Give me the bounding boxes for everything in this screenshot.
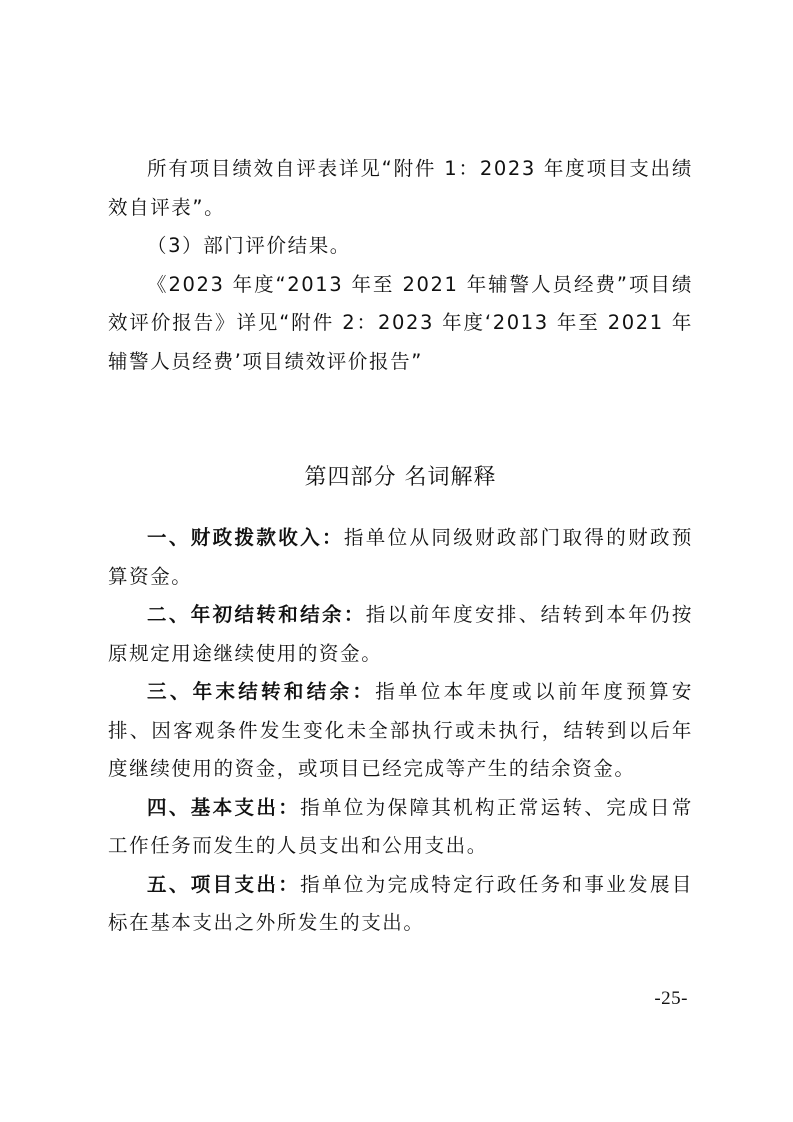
definition-item <box>108 519 693 596</box>
definition-item <box>108 866 693 943</box>
definition-text: 指单位本年度或以前年度预算安排、因客观条件发生变化未全部执行或未执行，结转到以后年度继续使用的资金，或项目已经完成等产生的结余资金。 <box>108 680 693 780</box>
definition-term: 五、项目支出： <box>147 872 301 896</box>
paragraph-evaluation-report: 《2023 年度“2013 年至 2021 年辅警人员经费”项目绩效评价报告》详见“附件 2：2023 年度‘2013 年至 2021 年辅警人员经费’项目绩效评价报告” <box>108 272 693 373</box>
definition-item <box>108 596 693 673</box>
definition-item <box>108 789 693 866</box>
definition-term: 二、年初结转和结余： <box>147 603 366 626</box>
performance-section <box>108 150 693 381</box>
section-heading: 第四部分 名词解释 <box>304 465 497 490</box>
definition-text: 指单位为完成特定行政任务和事业发展目标在基本支出之外所发生的支出。 <box>108 872 693 934</box>
definition-term: 四、基本支出： <box>147 795 301 819</box>
page-number: -25- <box>654 988 688 1009</box>
definition-term: 三、年末结转和结余： <box>147 680 376 703</box>
paragraph-self-evaluation: 所有项目绩效自评表详见“附件 1：2023 年度项目支出绩效自评表”。 <box>108 157 693 219</box>
definition-text: 指单位从同级财政部门取得的财政预算资金。 <box>108 526 693 588</box>
paragraph-dept-evaluation-title: （3）部门评价结果。 <box>147 234 351 257</box>
glossary-section <box>108 519 693 943</box>
definition-text: 指以前年度安排、结转到本年仍按原规定用途继续使用的资金。 <box>108 603 693 665</box>
definition-item <box>108 673 693 789</box>
definition-text: 指单位为保障其机构正常运转、完成日常工作任务而发生的人员支出和公用支出。 <box>108 795 693 857</box>
definition-term: 一、财政拨款收入： <box>147 526 344 549</box>
